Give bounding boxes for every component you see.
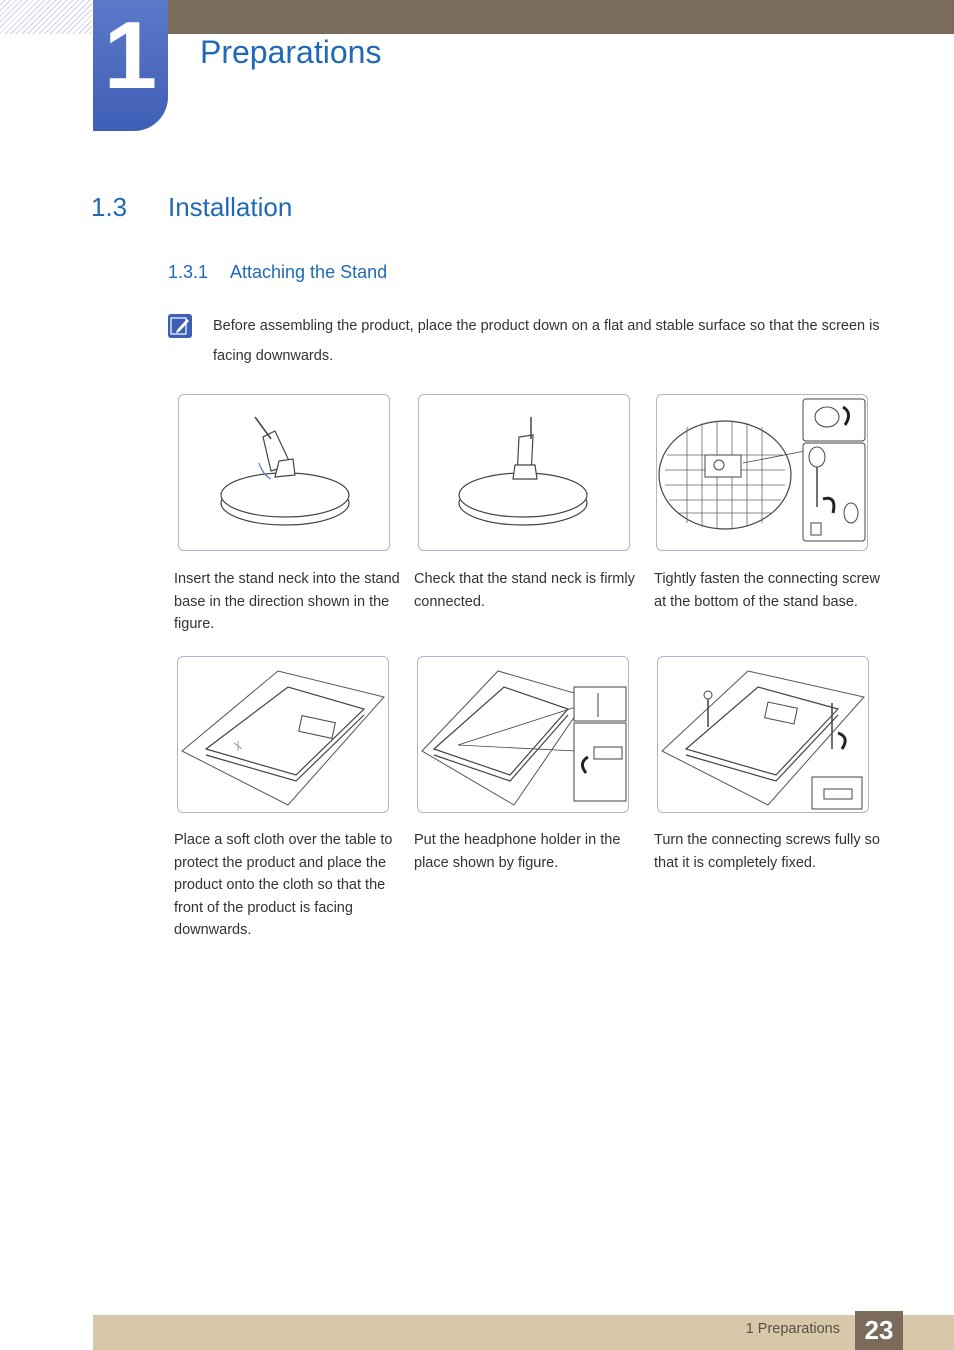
chapter-title: Preparations [200,34,382,70]
headphone-holder-illustration [418,657,629,813]
stand-screw-illustration [657,395,868,551]
section-title: Installation [168,192,293,222]
fix-screws-illustration [658,657,869,813]
step-1-caption: Insert the stand neck into the stand base in the direction shown in the figure. [174,571,400,632]
cloth-product-illustration [178,657,389,813]
step-6-figure [657,656,869,813]
note-text: Before assembling the product, place the product down on a flat and stable surface so that the screen is facing downwards. [213,318,880,364]
subsection-title: Attaching the Stand [230,262,388,282]
step-5-caption: Put the headphone holder in the place shown by figure. [414,832,621,871]
chapter-number-block: 1 [93,0,168,131]
page-number: 23 [855,1311,903,1350]
step-2-caption: Check that the stand neck is firmly connected. [414,571,635,610]
stand-connected-illustration [419,395,630,551]
step-3-figure [656,394,868,551]
section-number: 1.3 [91,192,128,222]
header-hatch-decoration [0,0,92,34]
step-3-caption: Tightly fasten the connecting screw at the bottom of the stand base. [654,571,880,610]
note-pencil-icon [168,314,192,338]
step-6-caption: Turn the connecting screws fully so that it is completely fixed. [654,832,880,871]
step-2-figure [418,394,630,551]
step-5-figure [417,656,629,813]
header-bar [168,0,954,34]
step-4-figure [177,656,389,813]
subsection-number: 1.3.1 [168,262,209,282]
step-1-figure [178,394,390,551]
stand-insert-illustration [179,395,390,551]
footer-chapter-label: 1 Preparations [745,1321,840,1337]
step-4-caption: Place a soft cloth over the table to protect the product and place the product onto the cloth so that the front of the product is facing downwards. [174,832,393,938]
